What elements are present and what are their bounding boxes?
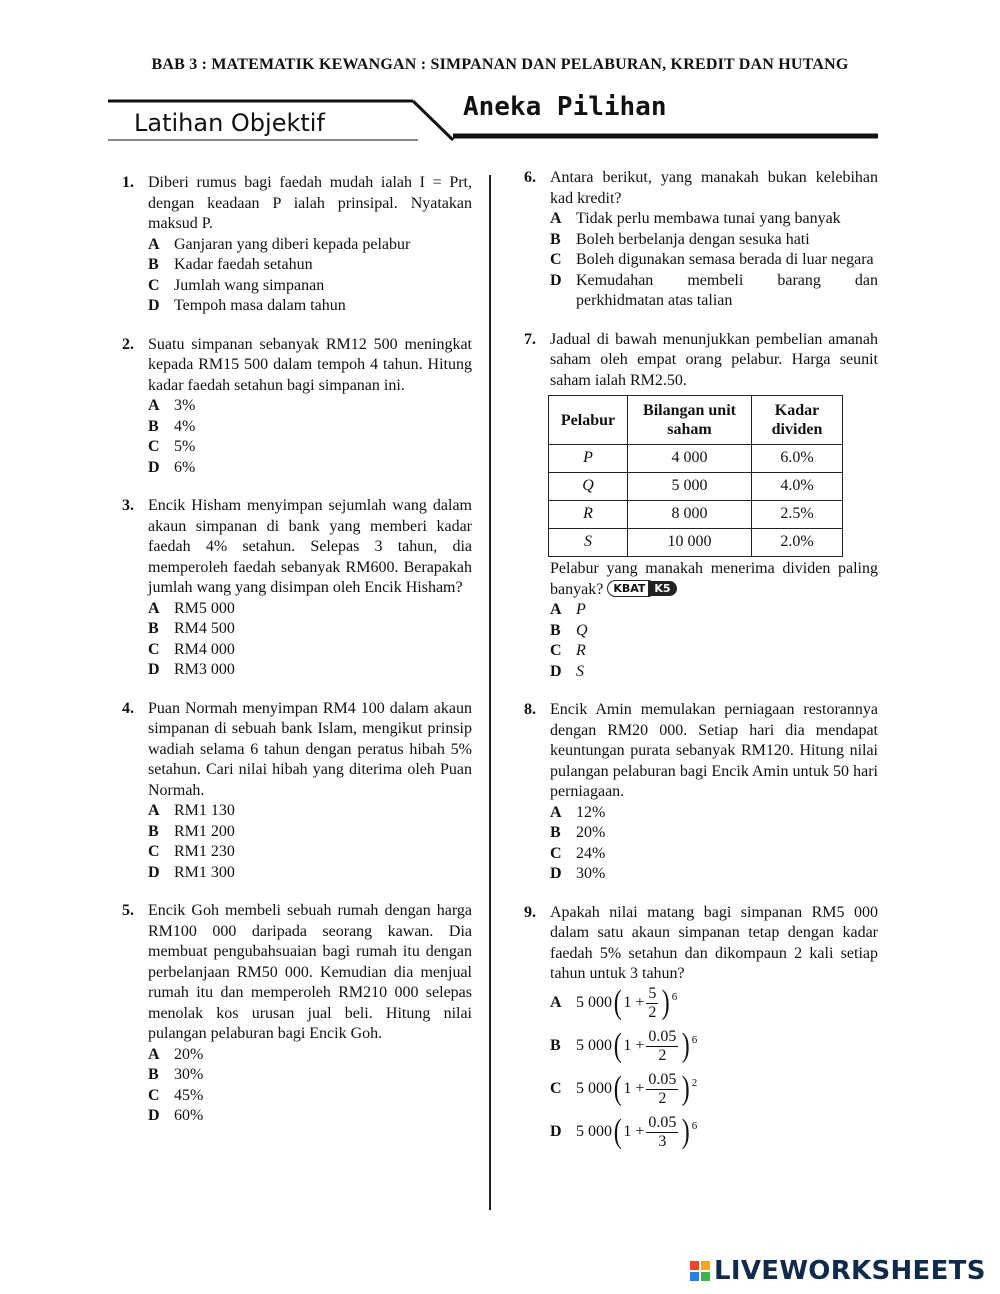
formula-base: 5 000 <box>576 993 612 1011</box>
option-letter: C <box>148 640 160 658</box>
left-paren-icon: ( <box>613 1027 622 1064</box>
option-text: R <box>576 642 586 659</box>
option-text: 12% <box>576 803 606 821</box>
table-row <box>549 529 843 557</box>
logo-square <box>701 1272 710 1281</box>
question-number: 2. <box>122 335 134 353</box>
option-letter: A <box>148 235 160 253</box>
option-letter: D <box>550 1122 562 1140</box>
option-d[interactable] <box>148 296 472 317</box>
option-letter: C <box>550 642 562 659</box>
option-letter: C <box>148 276 160 294</box>
table-row <box>549 473 843 501</box>
question-text: Antara berikut, yang manakah bukan kelebihan kad kredit? <box>550 169 878 207</box>
option-text: Ganjaran yang diberi kepada pelabur <box>174 235 411 253</box>
option-text: Boleh berbelanja dengan sesuka hati <box>576 230 810 248</box>
question-number: 3. <box>122 497 134 514</box>
table-header: Pelabur <box>549 396 628 445</box>
denominator: 2 <box>658 1046 667 1064</box>
option-text: P <box>576 601 586 618</box>
left-paren-icon: ( <box>613 1070 622 1107</box>
option-c[interactable] <box>148 1086 472 1107</box>
dividend-table <box>548 395 843 557</box>
numerator: 0.05 <box>648 1070 677 1088</box>
option-c[interactable] <box>550 844 878 865</box>
right-paren-icon: ) <box>662 984 670 1021</box>
question-number: 5. <box>122 902 134 919</box>
exponent: 6 <box>691 1033 698 1046</box>
table-cell: 5 000 <box>628 473 752 501</box>
option-b[interactable] <box>550 230 878 251</box>
formula <box>576 985 677 1022</box>
exponent: 6 <box>671 990 678 1003</box>
table-row <box>549 445 843 473</box>
ks-badge: K5 <box>648 581 676 596</box>
question-number: 6. <box>524 169 536 186</box>
exponent: 6 <box>691 1119 698 1132</box>
option-b[interactable] <box>148 417 472 438</box>
option-letter: D <box>148 458 160 476</box>
option-c[interactable] <box>148 640 472 661</box>
option-b[interactable] <box>148 255 472 276</box>
question-text: Diberi rumus bagi faedah mudah ialah I = Prt, dengan keadaan P ialah prinsipal. Nyatakan maksud P. <box>148 174 472 232</box>
denominator: 2 <box>648 1003 657 1021</box>
option-text: RM1 130 <box>174 802 235 819</box>
option-text: 30% <box>576 865 606 882</box>
option-c[interactable] <box>550 250 878 271</box>
question-1 <box>122 173 472 317</box>
option-letter: A <box>148 599 160 617</box>
option-b[interactable] <box>550 1028 878 1065</box>
option-text: RM1 300 <box>174 863 235 881</box>
right-paren-icon: ) <box>682 1027 690 1064</box>
option-a[interactable] <box>148 801 472 822</box>
option-text: RM1 230 <box>174 843 235 860</box>
option-b[interactable] <box>550 621 878 642</box>
numerator: 5 <box>648 984 657 1002</box>
right-paren-icon: ) <box>682 1070 690 1107</box>
option-a[interactable] <box>148 396 472 417</box>
table-cell: 4.0% <box>752 473 843 501</box>
option-d[interactable] <box>148 1106 472 1127</box>
question-text: Encik Hisham menyimpan sejumlah wang dalam akaun simpanan di bank yang memberi kadar faedah 4% setahun. Selepas 3 tahun, dia memperoleh faedah sebanyak RM600. Berapakah jumlah wang yang disimpan oleh Encik Hisham? <box>148 497 472 596</box>
option-text: 5% <box>174 438 196 455</box>
option-letter: C <box>550 1079 562 1097</box>
option-d[interactable] <box>550 864 878 885</box>
logo-square <box>701 1261 710 1270</box>
question-4 <box>122 699 472 884</box>
table-cell: 8 000 <box>628 501 752 529</box>
fraction <box>646 1071 678 1108</box>
logo-square <box>690 1272 699 1281</box>
option-text: S <box>576 662 584 680</box>
question-prompt <box>550 559 878 600</box>
option-a[interactable] <box>148 235 472 256</box>
option-letter: D <box>550 865 562 882</box>
option-letter: D <box>148 297 160 314</box>
formula-one: 1 + <box>623 1036 645 1054</box>
option-b[interactable] <box>550 823 878 844</box>
question-prompt-text: Pelabur yang manakah menerima dividen paling banyak? <box>550 560 878 598</box>
table-row <box>549 501 843 529</box>
logo-square <box>690 1261 699 1270</box>
exponent: 2 <box>691 1076 698 1089</box>
option-letter: B <box>148 620 159 637</box>
option-b[interactable] <box>148 1065 472 1086</box>
denominator: 3 <box>658 1132 667 1150</box>
option-text: RM5 000 <box>174 599 235 617</box>
question-number: 7. <box>524 330 536 348</box>
option-a[interactable] <box>148 1045 472 1066</box>
option-letter: B <box>148 1066 159 1083</box>
logo-text: LIVEWORKSHEETS <box>714 1256 986 1286</box>
option-d[interactable] <box>148 863 472 884</box>
right-paren-icon: ) <box>682 1113 690 1150</box>
question-9 <box>524 903 878 1151</box>
left-column <box>122 173 472 1145</box>
option-letter: C <box>550 844 562 862</box>
option-text: 3% <box>174 397 196 414</box>
option-text: 20% <box>576 824 606 841</box>
option-b[interactable] <box>148 619 472 640</box>
option-c[interactable] <box>550 1071 878 1108</box>
right-column <box>524 168 878 1169</box>
question-number: 4. <box>122 699 134 717</box>
option-d[interactable] <box>550 662 878 683</box>
logo-mark-icon <box>690 1261 710 1281</box>
formula <box>576 1028 697 1065</box>
question-5 <box>122 901 472 1127</box>
chapter-title: BAB 3 : MATEMATIK KEWANGAN : SIMPANAN DAN PELABURAN, KREDIT DAN HUTANG <box>151 56 849 73</box>
option-text: Q <box>576 621 588 639</box>
option-text: 4% <box>174 417 196 435</box>
option-c[interactable] <box>148 842 472 863</box>
question-3 <box>122 496 472 681</box>
table-cell: 6.0% <box>752 445 843 473</box>
option-letter: B <box>550 824 561 841</box>
option-a[interactable] <box>550 803 878 824</box>
option-letter: A <box>550 803 562 821</box>
option-letter: C <box>148 1086 160 1104</box>
table-cell: 10 000 <box>628 529 752 557</box>
formula <box>576 1114 697 1151</box>
option-text: 6% <box>174 458 196 476</box>
option-d[interactable] <box>550 271 878 312</box>
formula-base: 5 000 <box>576 1079 612 1097</box>
option-letter: A <box>550 993 562 1011</box>
option-text: Jumlah wang simpanan <box>174 276 325 294</box>
option-a[interactable] <box>550 209 878 230</box>
question-text: Encik Amin memulakan perniagaan restorannya dengan RM20 000. Setiap hari dia mendapat keuntungan purata sebanyak RM120. Hitung nilai pulangan pelaburan bagi Encik Amin untuk 50 hari perniagaan. <box>550 701 878 800</box>
table-cell: 2.0% <box>752 529 843 557</box>
question-number: 1. <box>122 174 134 191</box>
option-text: RM3 000 <box>174 661 235 678</box>
option-b[interactable] <box>148 822 472 843</box>
column-divider <box>489 175 491 1210</box>
option-letter: D <box>550 662 562 680</box>
fraction <box>646 1114 678 1151</box>
option-a[interactable] <box>550 985 878 1022</box>
fraction <box>646 985 658 1022</box>
option-letter: A <box>550 601 562 618</box>
kbat-badge: KBAT <box>607 580 651 597</box>
option-text: 45% <box>174 1086 204 1104</box>
option-letter: B <box>550 230 561 248</box>
formula <box>576 1071 697 1108</box>
question-number: 8. <box>524 701 536 718</box>
formula-one: 1 + <box>623 1079 645 1097</box>
option-text: RM4 500 <box>174 620 235 637</box>
question-2 <box>122 335 472 479</box>
option-letter: B <box>550 1036 561 1054</box>
banner-latihan-objektif: Latihan Objektif <box>134 109 325 137</box>
question-7 <box>524 330 878 683</box>
option-letter: B <box>148 256 159 273</box>
table-cell: 4 000 <box>628 445 752 473</box>
question-text: Suatu simpanan sebanyak RM12 500 meningkat kepada RM15 500 dalam tempoh 4 tahun. Hitung kadar faedah setahun bagi simpanan ini. <box>148 335 472 394</box>
question-text: Encik Goh membeli sebuah rumah dengan harga RM100 000 daripada seorang kawan. Dia membuat pengubahsuaian bagi rumah itu dengan perbelanjaan RM50 000. Kemudian dia menjual rumah itu dan memperoleh RM210 000 selepas menolak kos urusan jual beli. Hitung nilai pulangan pelaburan bagi Encik Goh. <box>148 902 472 1042</box>
option-letter: A <box>148 397 160 414</box>
option-d[interactable] <box>148 660 472 681</box>
option-letter: B <box>148 417 159 435</box>
option-letter: B <box>148 822 159 840</box>
option-text: Tempoh masa dalam tahun <box>174 297 346 314</box>
left-paren-icon: ( <box>613 1113 622 1150</box>
option-text: RM1 200 <box>174 822 235 840</box>
option-text: RM4 000 <box>174 640 235 658</box>
option-c[interactable] <box>148 276 472 297</box>
option-text: Boleh digunakan semasa berada di luar negara <box>576 251 874 268</box>
table-cell: 2.5% <box>752 501 843 529</box>
numerator: 0.05 <box>648 1113 677 1131</box>
option-text: 20% <box>174 1045 204 1063</box>
denominator: 2 <box>658 1089 667 1107</box>
formula-base: 5 000 <box>576 1122 612 1140</box>
numerator: 0.05 <box>648 1027 677 1045</box>
table-header-row <box>549 396 843 445</box>
option-letter: D <box>148 661 160 678</box>
question-text: Puan Normah menyimpan RM4 100 dalam akaun simpanan di sebuah bank Islam, mengikut prinsip wadiah selama 6 tahun dengan peratus hibah 5% setahun. Cari nilai hibah yang diterima oleh Puan Normah. <box>148 699 472 799</box>
fraction <box>646 1028 678 1065</box>
option-a[interactable] <box>148 599 472 620</box>
table-cell: R <box>549 501 628 529</box>
option-text: 24% <box>576 844 606 862</box>
question-text: Apakah nilai matang bagi simpanan RM5 000 dalam satu akaun simpanan tetap dengan kadar faedah 5% setahun dan dikompaun 2 kali setiap tahun untuk 3 tahun? <box>550 903 878 982</box>
question-6 <box>524 168 878 312</box>
option-letter: A <box>148 1045 160 1063</box>
option-letter: B <box>550 621 561 639</box>
question-number: 9. <box>524 903 536 921</box>
option-letter: C <box>148 438 160 455</box>
option-text: Kadar faedah setahun <box>174 256 313 273</box>
left-paren-icon: ( <box>613 984 622 1021</box>
option-c[interactable] <box>550 641 878 662</box>
formula-one: 1 + <box>623 1122 645 1140</box>
option-letter: D <box>148 863 160 881</box>
option-c[interactable] <box>148 437 472 458</box>
option-letter: A <box>550 210 562 227</box>
table-cell: P <box>549 445 628 473</box>
option-text: 60% <box>174 1107 204 1124</box>
question-text: Jadual di bawah menunjukkan pembelian amanah saham oleh empat orang pelabur. Harga seunit saham ialah RM2.50. <box>550 330 878 389</box>
option-a[interactable] <box>550 600 878 621</box>
banner-aneka-pilihan: Aneka Pilihan <box>463 92 667 122</box>
section-banner <box>108 94 878 144</box>
option-letter: C <box>550 251 562 268</box>
option-letter: C <box>148 843 160 860</box>
table-header: Kadar dividen <box>752 396 843 445</box>
option-letter: D <box>148 1107 160 1124</box>
option-text: Tidak perlu membawa tunai yang banyak <box>576 210 841 227</box>
option-letter: D <box>550 271 562 289</box>
option-letter: A <box>148 802 160 819</box>
question-8 <box>524 700 878 885</box>
liveworksheets-logo <box>690 1256 986 1286</box>
table-header: Bilangan unit saham <box>628 396 752 445</box>
formula-one: 1 + <box>623 993 645 1011</box>
table-cell: S <box>549 529 628 557</box>
option-text: 30% <box>174 1066 204 1083</box>
formula-base: 5 000 <box>576 1036 612 1054</box>
table-cell: Q <box>549 473 628 501</box>
option-d[interactable] <box>550 1114 878 1151</box>
option-d[interactable] <box>148 458 472 479</box>
option-text: Kemudahan membeli barang dan perkhidmatan atas talian <box>576 271 878 309</box>
